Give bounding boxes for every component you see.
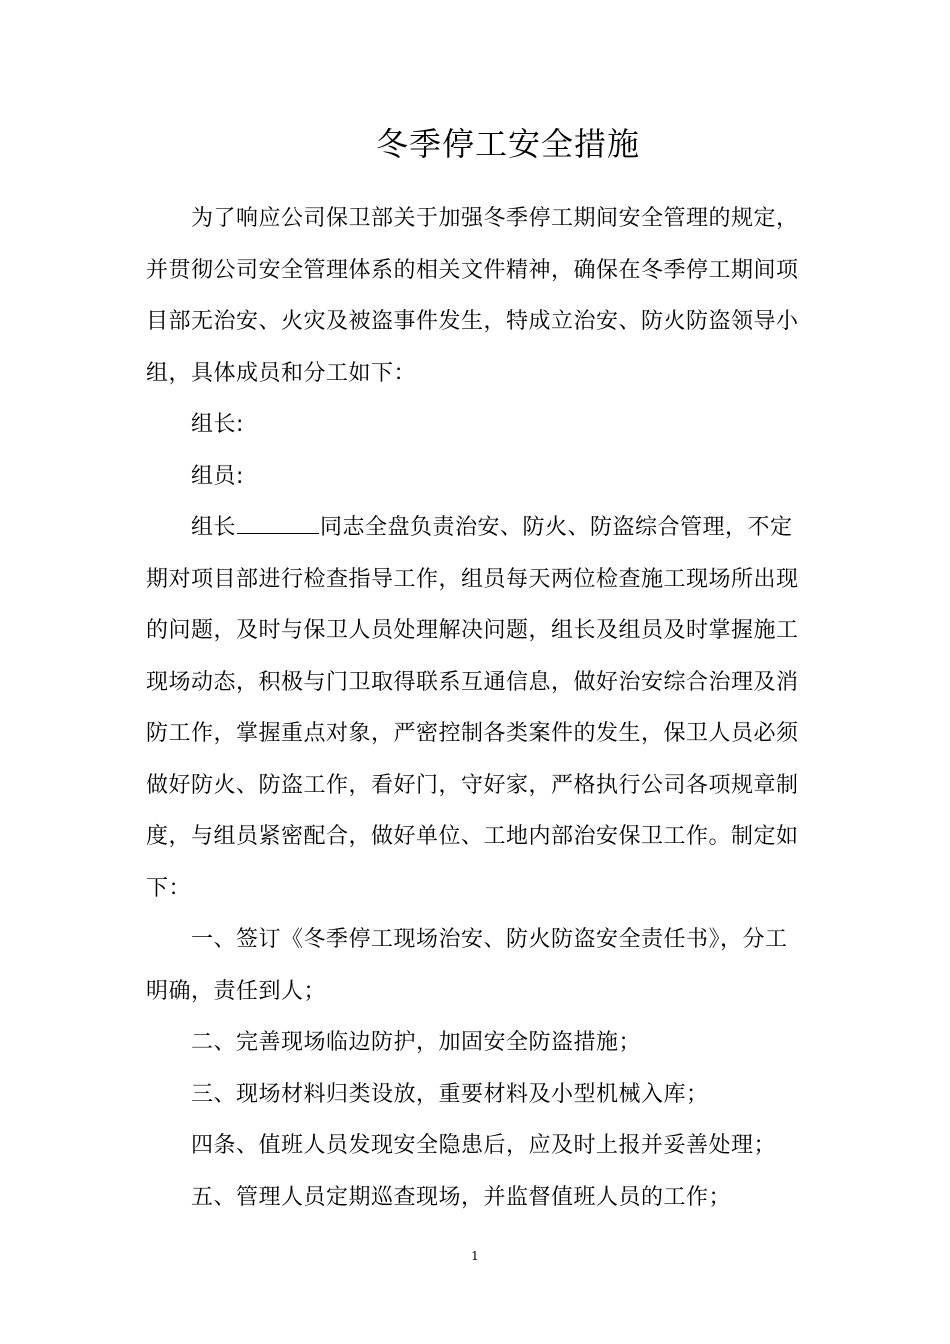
member-label: 组员: (191, 463, 244, 489)
measure-item-2: 二、完善现场临边防护，加固安全防盗措施； (191, 1030, 642, 1055)
duty-paragraph (146, 502, 806, 914)
duty-text: 同志全盘负责治安、防火、防盗综合管理，不定期对项目部进行检查指导工作，组员每天两位检查施工现场所出现的问题，及时与保卫人员处理解决问题，组长及组员及时掌握施工现场动态，积极与门卫取得联系互通信息，做好治安综合治理及消防工作，掌握重点对象，严密控制各类案件的发生，保卫人员必须做好防火、防盗工作，看好门，守好家，严格执行公司各项规章制度，与组员紧密配合，做好单位、工地内部治安保卫工作。制定如下： (146, 515, 799, 901)
duty-prefix: 组长 (191, 515, 237, 540)
measure-item-4: 四条、值班人员发现安全隐患后，应及时上报并妥善处理； (191, 1133, 777, 1158)
intro-paragraph: 为了响应公司保卫部关于加强冬季停工期间安全管理的规定，并贯彻公司安全管理体系的相关文件精神，确保在冬季停工期间项目部无治安、火灾及被盗事件发生，特成立治安、防火防盗领导小组，具体成员和分工如下： (146, 206, 799, 386)
leader-name-blank (237, 513, 319, 534)
page-number: 1 (471, 1249, 479, 1263)
measure-item-1: 一、签订《冬季停工现场治安、防火防盗安全责任书》，分工明确，责任到人； (146, 927, 788, 1004)
measure-item-3: 三、现场材料归类设放，重要材料及小型机械入库； (191, 1081, 709, 1107)
document-title: 冬季停工安全措施 (375, 125, 640, 163)
measure-item-5: 五、管理人员定期巡查现场，并监督值班人员的工作； (191, 1184, 732, 1210)
document-body (146, 193, 806, 1223)
leader-label: 组长: (191, 412, 244, 437)
